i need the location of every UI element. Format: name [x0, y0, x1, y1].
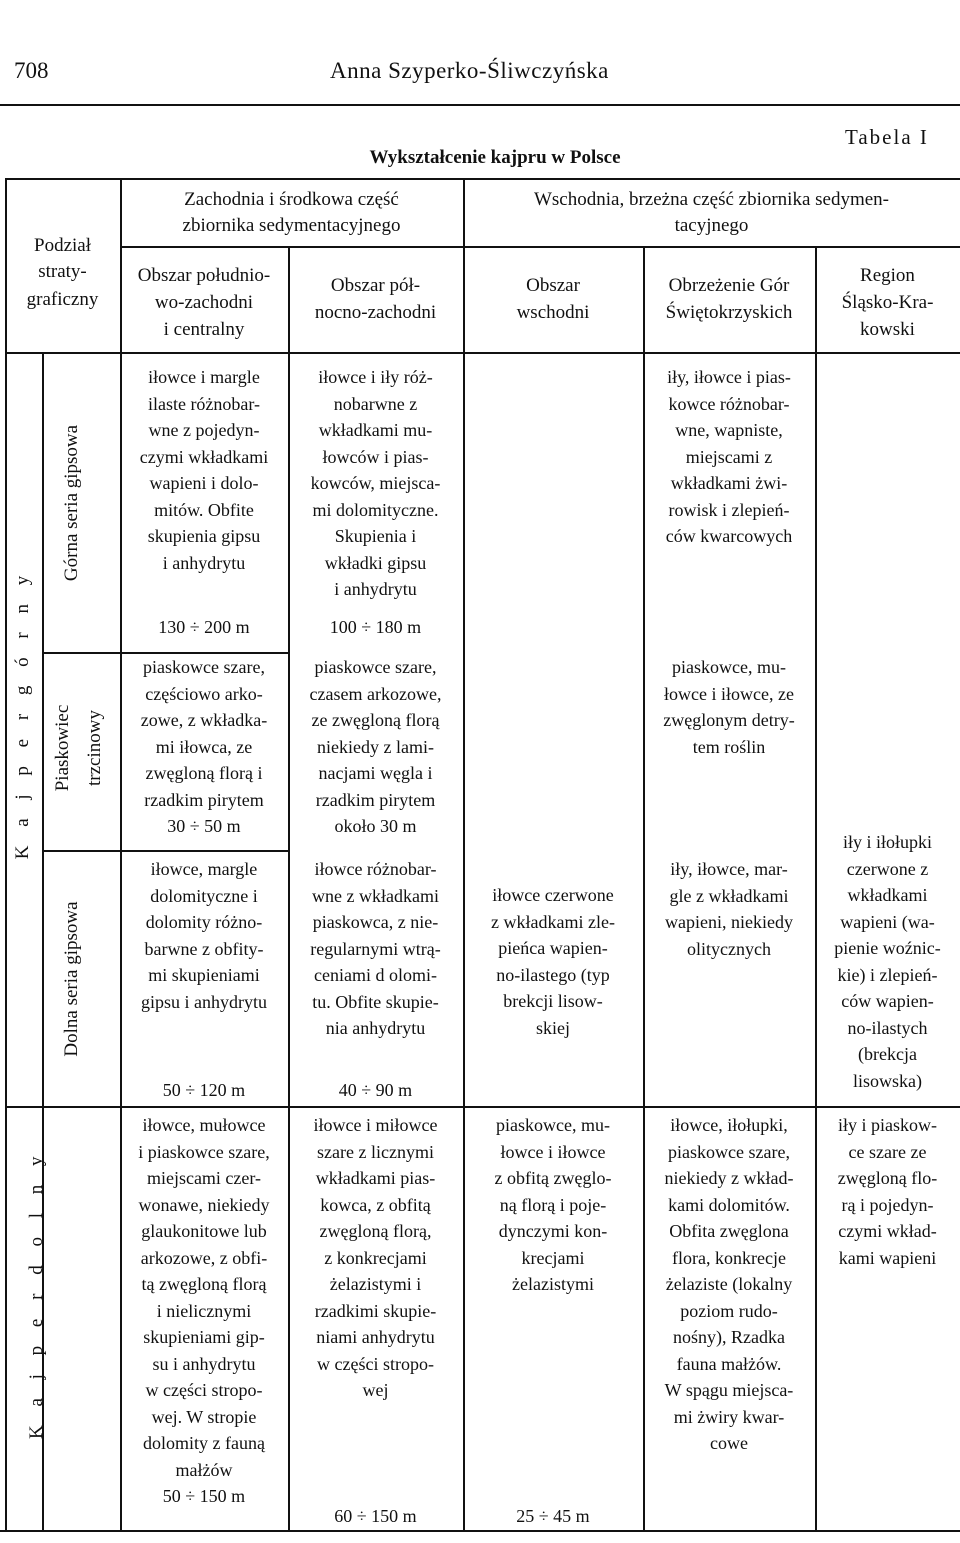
east-group-header: Wschodnia, brzeżna część zbiornika sedymen- tacyjnego: [533, 189, 890, 236]
dolna-col4: iły, iłowce, mar- gle z wkładkami wapieni, niekiedy olitycznych: [665, 859, 793, 959]
west-group-header: Zachodnia i środkowa część zbiornika sedymentacyjnego: [182, 189, 401, 236]
kajper-dolny-col2-thickness: 60 ÷ 150 m: [334, 1506, 417, 1526]
page-number: 708: [14, 58, 49, 83]
kajper-dolny-col5: iły i piaskow- ce szare ze zwęgloną flo- rą i pojedyn- czymi wkład- kami wapieni: [837, 1115, 938, 1268]
col1-header: Obszar południo- wo-zachodni i centralny: [137, 265, 271, 340]
kajper-dolny-col2: iłowce i miłowce szare z licznymi wkładkami pias- kowca, z obfitą zwęgloną florą, z konkrecjami żelazistymi i rzadkimi skupie- niami anhydrytu w części stropo- wej: [313, 1115, 438, 1400]
piaskowiec-col2: piaskowce szare, czasem arkozowe, ze zwęgloną florą niekiedy z lami- nacjami węgla i rzadkim pirytem około 30 m: [309, 657, 442, 836]
kajper-dolny-col1: iłowce, mułowce i piaskowce szare, miejscami czer- wonawe, niekiedy glaukonitowe lub arkozowe, z obfi- tą zwęgloną florą i nielicznymi skupieniami gip- su i anhydrytu w części stropo- wej. W stropie dolomity z fauną małżów 50 ÷ 150 m: [138, 1115, 270, 1506]
dolna-col5: iły i iłołupki czerwone z wkładkami wapieni (wa- pienie woźnic- kie) i zlepień- ców wapien- no-ilastych (brekcja lisowska): [834, 832, 941, 1091]
col5-header: Region Śląsko-Kra- kowski: [841, 265, 934, 340]
running-head-author: Anna Szyperko-Śliwczyńska: [330, 58, 609, 83]
bottom-rule: [0, 1530, 960, 1532]
dolna-col1: iłowce, margle dolomityczne i dolomity różno- barwne z obfity- mi skupieniami gipsu i anhydrytu: [141, 859, 267, 1012]
gorna-col1: iłowce i margle ilaste różnobar- wne z pojedyn- czymi wkładkami wapieni i dolo- mitów. Obfite skupienia gipsu i anhydrytu: [139, 367, 269, 573]
kajper-dolny-col4: iłowce, iłołupki, piaskowce szare, niekiedy z wkład- kami dolomitów. Obfita zwęglona flora, konkrecje żelaziste (lokalny poziom rudo- nośny), Rzadka fauna małżów. W spągu miejsca- mi żwiry kwar- cowe: [664, 1115, 794, 1453]
dolna-col2-thickness: 40 ÷ 90 m: [338, 1080, 413, 1100]
dolna-col2: iłowce różnobar- wne z wkładkami piaskowca, z nie- regularnymi wtrą- ceniami d olomi- tu. Obfite skupie- nia anhydrytu: [310, 859, 441, 1038]
dolna-col3: iłowce czerwone z wkładkami zle- pieńca wapien- no-ilastego (typ brekcji lisow- skiej: [491, 885, 615, 1038]
piaskowiec-col1: piaskowce szare, częściowo arko- zowe, z wkładka- mi iłowca, ze zwęgloną florą i rzadkim pirytem 30 ÷ 50 m: [140, 657, 268, 836]
gorna-col2-thickness: 100 ÷ 180 m: [329, 617, 422, 637]
gorna-seria-gipsowa-label: Górna seria gipsowa: [61, 424, 82, 582]
dolna-col1-thickness: 50 ÷ 120 m: [162, 1080, 246, 1100]
col3-header: Obszar wschodni: [516, 275, 590, 323]
kajper-dolny-col3-thickness: 25 ÷ 45 m: [516, 1506, 590, 1526]
col2-header: Obszar pół- nocno-zachodni: [314, 275, 437, 323]
kajper-gorny-label: K a j p e r g ó r n y: [12, 568, 33, 860]
gorna-col4: iły, iłowce i pias- kowce różnobar- wne, wapniste, miejscami z wkładkami żwi- rowisk i zlepień- ców kwarcowych: [665, 367, 793, 546]
dolna-seria-gipsowa-label: Dolna seria gipsowa: [61, 901, 82, 1057]
kajper-dolny-col3: piaskowce, mu- łowce i iłowce z obfitą zwęglo- ną florą i poje- dynczymi kon- krecjami żelazistymi: [494, 1115, 612, 1294]
trzcinowy-label: trzcinowy: [84, 710, 105, 786]
table-label: Tabela I: [845, 125, 929, 149]
gorna-col2: iłowce i iły róż- nobarwne z wkładkami mu- łowców i pias- kowców, miejsca- mi dolomityczne. Skupienia i wkładki gipsu i anhydrytu: [310, 367, 441, 599]
piaskowiec-label: Piaskowiec: [52, 704, 73, 792]
gorna-col1-thickness: 130 ÷ 200 m: [158, 617, 250, 637]
stratigraphy-header: Podział straty- graficzny: [26, 235, 99, 310]
col4-header: Obrzeżenie Gór Świętokrzyskich: [665, 275, 793, 323]
header-rule: [0, 104, 960, 106]
kajper-dolny-label: K a j p e r d o l n y: [26, 1149, 47, 1439]
table-caption: Wykształcenie kajpru w Polsce: [369, 147, 621, 168]
piaskowiec-col4: piaskowce, mu- łowce i iłowce, ze zwęglonym detry- tem roślin: [663, 657, 795, 757]
